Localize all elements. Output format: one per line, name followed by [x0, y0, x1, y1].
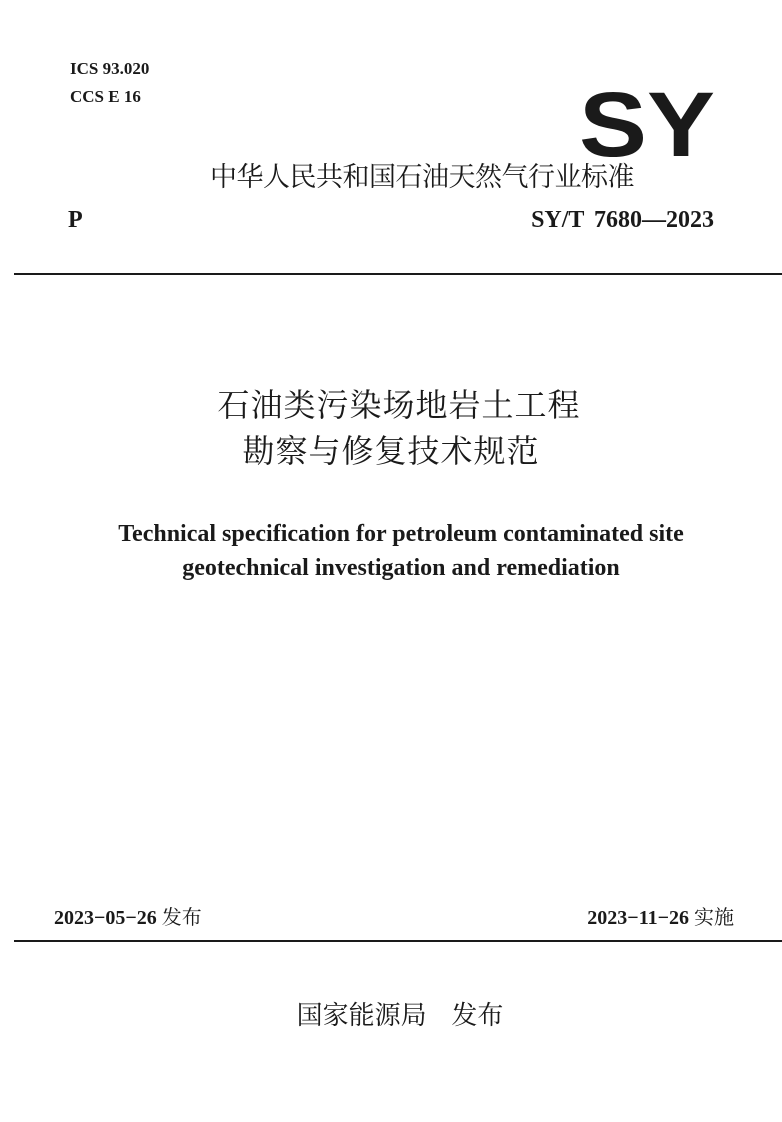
implementation-label: 实施: [694, 905, 734, 929]
ics-code: ICS 93.020: [70, 59, 150, 78]
chinese-title-line-1: 石油类污染场地岩土工程: [217, 386, 581, 424]
chinese-title-line-2: 勘察与修复技术规范: [242, 432, 540, 470]
implementation-date: [587, 903, 734, 932]
publisher-name: 国家能源局: [296, 1001, 427, 1031]
english-title-line-2: geotechnical investigation and remediation: [182, 555, 620, 581]
industry-standard-title: 中华人民共和国石油天然气行业标准: [210, 162, 634, 193]
ccs-code: CCS E 16: [70, 87, 141, 106]
sy-logo: [577, 84, 717, 162]
top-divider: [14, 273, 782, 275]
issue-date: [54, 903, 202, 932]
issue-label: 发布: [161, 905, 202, 929]
publish-label: 发布: [451, 1001, 504, 1031]
implementation-date-value: 2023−11−26: [587, 907, 689, 929]
standard-number: SY/T 7680—2023: [531, 207, 714, 233]
english-title-line-1: Technical specification for petroleum contaminated site: [118, 521, 684, 547]
issue-date-value: 2023−05−26: [54, 907, 157, 929]
bottom-divider: [14, 940, 782, 942]
sy-logo-text: SY: [579, 84, 715, 162]
classification-letter: P: [68, 207, 83, 233]
publisher: [0, 998, 782, 1034]
